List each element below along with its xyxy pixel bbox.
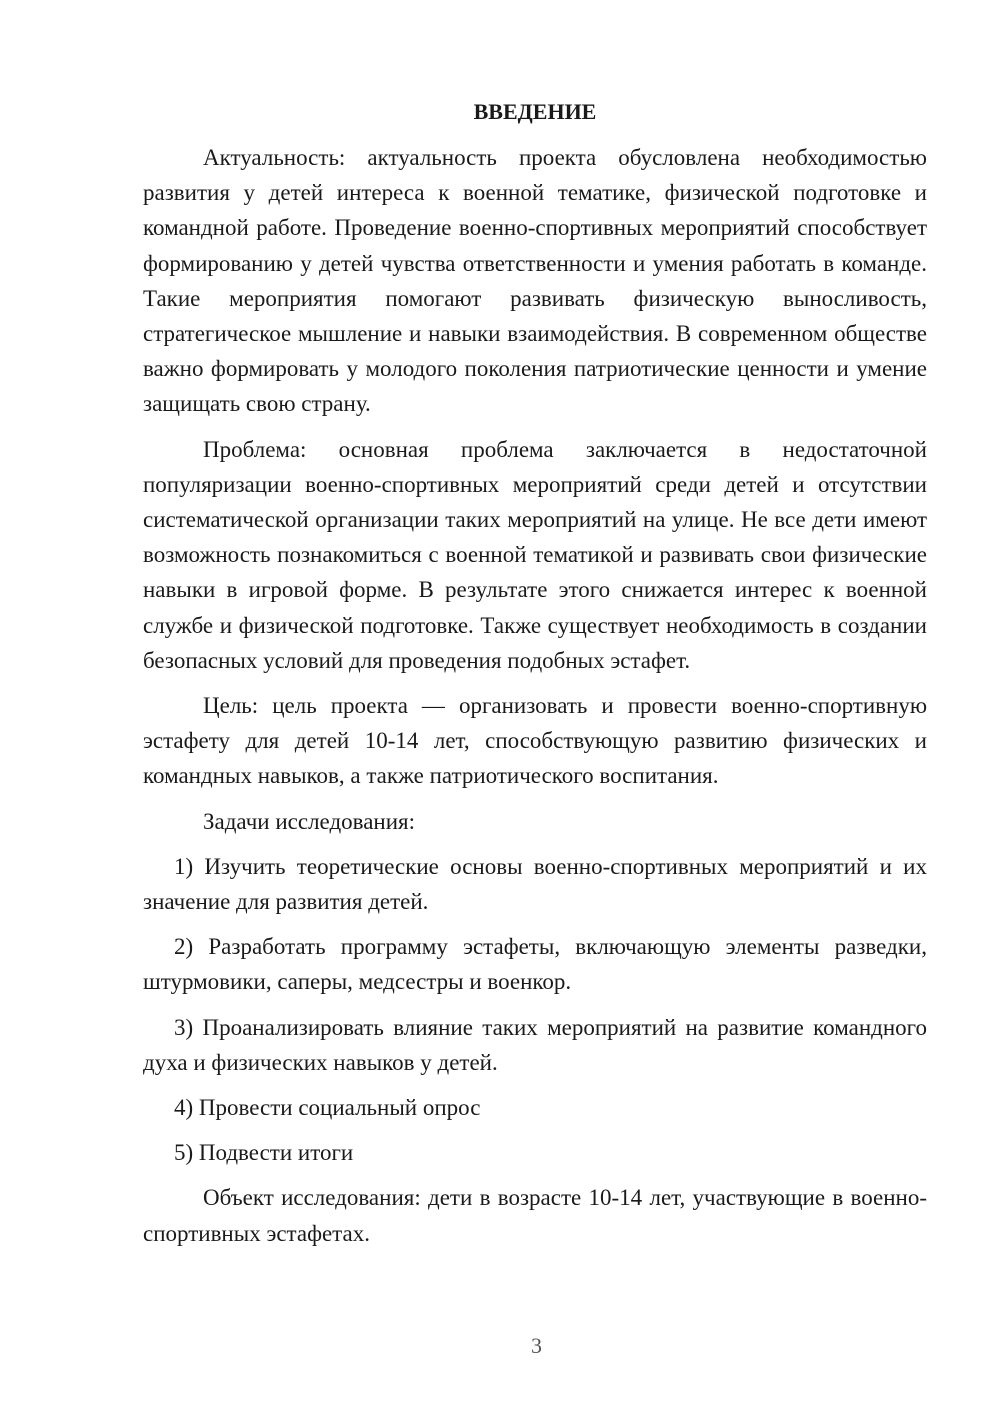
document-page <box>143 94 927 1261</box>
task-item-4: 4) Провести социальный опрос <box>174 1095 481 1121</box>
task-item-5: 5) Подвести итоги <box>174 1140 354 1166</box>
task-item-3: 3) Проанализировать влияние таких мероприятий на развитие командного духа и физических навыков у детей. <box>143 1014 927 1075</box>
paragraph-relevance: Актуальность: актуальность проекта обусловлена необходимостью развития у детей интереса к военной тематике, физической подготовке и командной работе. Проведение военно-спортивных мероприятий способствует формированию у детей чувства ответственности и умения работать в команде. Такие мероприятия помогают развивать физическую выносливость, стратегическое мышление и навыки взаимодействия. В современном обществе важно формировать у молодого поколения патриотические ценности и умение защищать свою страну. <box>143 145 927 417</box>
task-item-2: 2) Разработать программу эстафеты, включающую элементы разведки, штурмовики, саперы, медсестры и военкор. <box>143 934 927 995</box>
paragraph-object: Объект исследования: дети в возрасте 10-14 лет, участвующие в военно-спортивных эстафетах. <box>143 1185 927 1246</box>
paragraph-goal: Цель: цель проекта — организовать и провести военно-спортивную эстафету для детей 10-14 лет, способствующую развитию физических и командных навыков, а также патриотического воспитания. <box>143 693 927 789</box>
paragraph-tasks-heading: Задачи исследования: <box>203 808 416 834</box>
task-item-1: 1) Изучить теоретические основы военно-спортивных мероприятий и их значение для развития детей. <box>143 853 927 915</box>
page-number: 3 <box>531 1333 542 1358</box>
section-title: ВВЕДЕНИЕ <box>473 99 597 124</box>
paragraph-problem: Проблема: основная проблема заключается в недостаточной популяризации военно-спортивных мероприятий среди детей и отсутствии систематической организации таких мероприятий на улице. Не все дети имеют возможность познакомиться с военной тематикой и развивать свои физические навыки в игровой форме. В результате этого снижается интерес к военной службе и физической подготовке. Также существует необходимость в создании безопасных условий для проведения подобных эстафет. <box>143 436 927 673</box>
